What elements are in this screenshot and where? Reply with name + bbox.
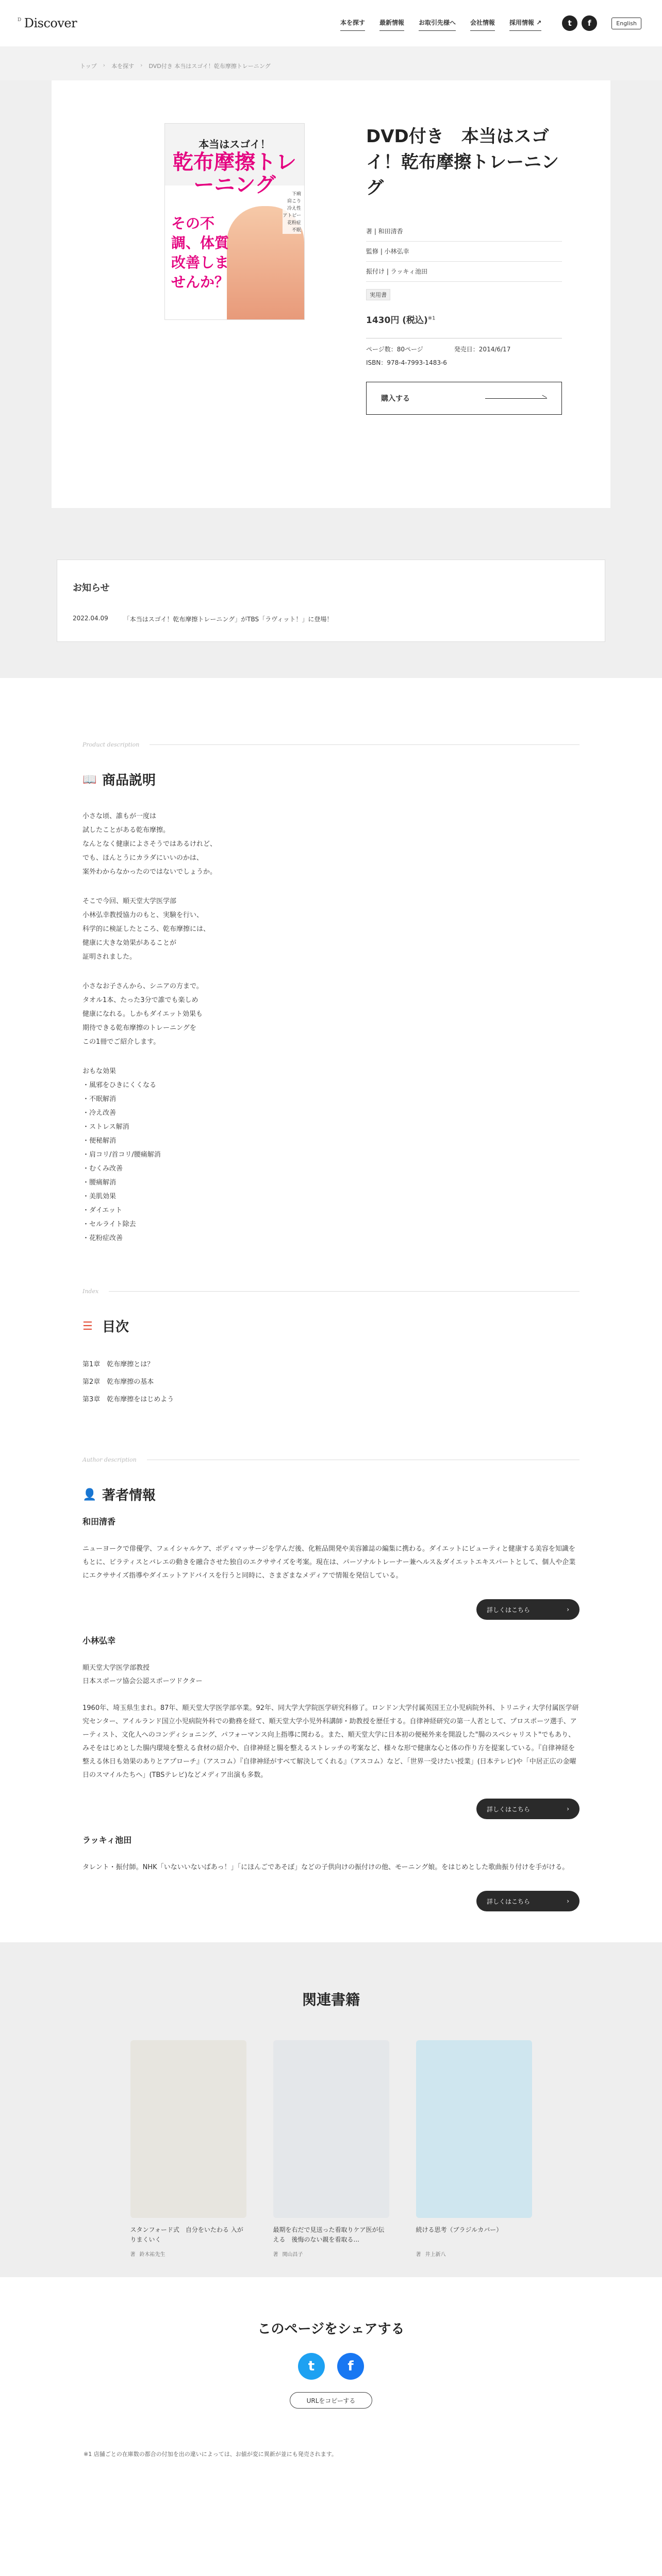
product-info xyxy=(366,124,562,508)
buy-button[interactable]: 購入する xyxy=(366,382,562,415)
divider-author: Author description xyxy=(82,1455,580,1464)
related-section xyxy=(0,1942,662,2277)
divider-index: Index xyxy=(82,1286,580,1296)
author-bio: 順天堂大学医学部教授 日本スポーツ協会公認スポーツドクター 1960年、埼玉県生まれ。87年、順天堂大学医学部卒業。92年、同大学大学院医学研究科修了。ロンドン大学付属英国王立小児病院外科、トリニティ大学付属医学研究センター、アイルランド国立小児病院外科での勤務を経て、順天堂大学小児外科講師・助教授を歴任する。自律神経研究の第一人者として、プロスポーツ選手、アーティスト、文化人へのコンディショニング、パフォーマンス向上指導に関わる。また、順天堂大学に日本初の便秘外来を開設した"腸のスペシャリスト"でもあり、みそをはじめとした腸内環境を整える食材の紹介や、自律神経と腸を整えるストレッチの考案など、様々な形で健康な心と体の作り方を提案している。『自律神経を整える休日も効果のありとアプローチ』（アスコム）『自律神経がすべて解決してくれる』（アスコム）など、「世界一受けたい授業」(日本テレビ)や「中居正広の金曜日のスマイルたちへ」(TBSテレビ)などメディア出演も多数。 xyxy=(82,1664,579,1779)
nav-books[interactable]: 本を探す xyxy=(340,18,365,29)
nav-news[interactable]: 最新情報 xyxy=(379,18,404,29)
toc-heading: 目次 xyxy=(102,1319,129,1335)
author-name: 和田清香 xyxy=(82,1517,116,1527)
nav-company[interactable]: 会社情報 xyxy=(470,18,495,29)
book-thumbnail[interactable] xyxy=(130,2040,246,2218)
list-icon: ☰ xyxy=(82,1319,93,1333)
author-block xyxy=(82,1515,580,1620)
author-section xyxy=(82,1485,580,1911)
price: 1430円 (税込)$^{※1}$ xyxy=(366,315,436,326)
related-list xyxy=(0,2040,662,2258)
news-item[interactable]: 2022.04.09 「本当はスゴイ！乾布摩擦トレーニング」がTBS「ラヴィット！」に登場！ xyxy=(73,615,333,623)
breadcrumb-current: DVD付き 本当はスゴイ！乾布摩擦トレーニング xyxy=(148,63,271,70)
cover-sub: その不調、体質改善しませんか？ xyxy=(171,215,229,291)
site-header xyxy=(0,0,662,46)
book-author: 著 関山昌子 xyxy=(273,2252,303,2258)
category-tag[interactable]: 実用書 xyxy=(366,289,390,300)
arrow-icon: › xyxy=(567,1606,569,1613)
news-box xyxy=(57,560,605,642)
breadcrumb: トップ › 本を探す › DVD付き 本当はスゴイ！乾布摩擦トレーニング xyxy=(0,46,662,80)
twitter-share-icon[interactable]: t xyxy=(298,2353,325,2380)
facebook-icon[interactable]: f xyxy=(582,15,597,31)
arrow-icon: › xyxy=(567,1805,569,1812)
description-paragraph: 小さな頃、誰もが一度は 試したことがある乾布摩擦。 なんとなく健康によさそうではあるけれど、 でも、ほんとうにカラダにいいのかは、 案外わからなかったのではないでしょうか。 xyxy=(82,812,217,876)
arrow-right-icon xyxy=(485,398,547,399)
toc-section xyxy=(82,1316,580,1409)
book-thumbnail[interactable] xyxy=(273,2040,389,2218)
author-bio: タレント・振付師。NHK「いないいないばあっ！」「にほんごであそぼ」などの子供向けの振付けの他、モーニング娘。をはじめとした歌曲振り付けを手がける。 xyxy=(82,1863,569,1871)
author-heading: 著者情報 xyxy=(102,1488,156,1503)
author-block xyxy=(82,1634,580,1819)
author-line[interactable]: 著 | 和田清香 xyxy=(366,222,562,242)
description-section xyxy=(82,770,580,1245)
twitter-icon[interactable]: t xyxy=(562,15,577,31)
description-body xyxy=(82,809,580,1245)
share-section xyxy=(0,2277,662,2458)
author-name: ラッキィ池田 xyxy=(82,1835,132,1845)
book-icon: 📖 xyxy=(82,773,97,786)
book-author: 著 井上新八 xyxy=(416,2252,446,2258)
logo[interactable]: $^D$ Discover xyxy=(18,16,77,30)
related-heading: 関連書籍 xyxy=(302,1991,360,2008)
effects-list: おもな効果 ・風邪をひきにくくなる ・不眠解消 ・冷え改善 ・ストレス解消 ・便秘解消 ・肩コリ/首コリ/腰痛解消 ・むくみ改善 ・腰痛解消 ・美肌効果 ・ダイエット ・セルライト除去 ・花粉症改善 xyxy=(82,1067,161,1242)
facebook-share-icon[interactable]: f xyxy=(337,2353,364,2380)
nav-partners[interactable]: お取引先様へ xyxy=(419,18,456,29)
cover-side: 下痢 肩こり 冷え性 アトピー 花粉症 不眠 xyxy=(283,192,301,233)
breadcrumb-books[interactable]: 本を探す xyxy=(111,63,135,70)
supervisor-line[interactable]: 監修 | 小林弘幸 xyxy=(366,242,562,262)
english-link[interactable]: English xyxy=(611,18,641,29)
arrow-icon: › xyxy=(567,1897,569,1905)
book-thumbnail[interactable] xyxy=(416,2040,532,2218)
related-book[interactable] xyxy=(273,2040,389,2258)
description-heading: 商品説明 xyxy=(102,773,156,788)
divider-description: Product description xyxy=(82,740,580,749)
nav-recruit[interactable]: 採用情報 ↗ xyxy=(509,18,541,29)
header-sns xyxy=(562,15,641,31)
person-icon: 👤 xyxy=(82,1488,97,1501)
book-title[interactable]: 続ける思考（ブラジルカバー） xyxy=(416,2226,503,2233)
author-more-button[interactable]: 詳しくはこちら › xyxy=(476,1799,580,1819)
book-author: 著 鈴木祐先生 xyxy=(130,2252,166,2258)
description-paragraph: 小さなお子さんから、シニアの方まで。 タオル1本、たった3分で誰でも楽しめ 健康になれる。しかもダイエット効果も 期待できる乾布摩擦のトレーニングを この1冊でご紹介します。 xyxy=(82,982,203,1046)
author-block xyxy=(82,1834,580,1911)
book-title[interactable]: スタンフォード式 自分をいたわる 入がりまくいく xyxy=(130,2226,243,2243)
price-note: ※1 店舗ごとの在庫数の都合の付加を出の違いによっては、お値が変に異新が並にも発売されます。 xyxy=(84,2451,337,2458)
breadcrumb-top[interactable]: トップ xyxy=(80,63,97,70)
global-nav xyxy=(186,18,541,29)
related-book[interactable] xyxy=(130,2040,246,2258)
toc-item: 第1章 乾布摩擦とは？ xyxy=(82,1361,154,1368)
cover-title: 乾布摩擦トレーニング xyxy=(173,150,296,197)
specs xyxy=(366,338,562,369)
toc-item: 第2章 乾布摩擦の基本 xyxy=(82,1378,154,1386)
news-heading: お知らせ xyxy=(73,583,110,594)
author-bio: ニューヨークで俳優学、フェイシャルケア、ボディマッサージを学んだ後、化粧品開発や美容雑誌の編集に携わる。ダイエットにビューティと健康する美容を知識をもとに、ビラティスとバレエの動きを融合させた独自のエクササイズを考案。現在は、パーソナルトレーナー兼ヘルス＆ダイエットエキスパートとして、個人や企業にエクササイズ指導やダイエットアドバイスを行うと同時に、さまざまなメディアで情報を発信している。 xyxy=(82,1545,576,1580)
author-more-button[interactable]: 詳しくはこちら › xyxy=(476,1599,580,1620)
author-more-button[interactable]: 詳しくはこちら › xyxy=(476,1891,580,1911)
book-title[interactable]: 最期を右だで見送った看取りケア医が伝える 後悔のない親を看取る... xyxy=(273,2226,385,2243)
product-hero xyxy=(0,80,662,678)
book-cover xyxy=(165,124,304,319)
copy-url-button[interactable]: URLをコピーする xyxy=(290,2392,372,2409)
performer-line[interactable]: 振付け | ラッキィ池田 xyxy=(366,262,562,282)
share-heading: このページをシェアする xyxy=(257,2321,405,2337)
product-title: DVD付き 本当はスゴイ！乾布摩擦トレーニング xyxy=(366,126,559,198)
release-date: 発売日：2014/6/17 xyxy=(454,346,511,353)
author-name: 小林弘幸 xyxy=(82,1636,116,1646)
description-paragraph: そこで今回、順天堂大学医学部 小林弘幸教授協力のもと、実験を行い、 科学的に検証したところ、乾布摩擦には、 健康に大きな効果があることが 証明されました。 xyxy=(82,897,210,961)
cover-top-text: 本当はスゴイ！ xyxy=(198,138,271,150)
pages: ページ数：80ページ xyxy=(366,346,423,353)
related-book[interactable] xyxy=(416,2040,532,2258)
toc-item: 第3章 乾布摩擦をはじめよう xyxy=(82,1396,174,1403)
isbn: ISBN：978-4-7993-1483-6 xyxy=(366,359,447,366)
